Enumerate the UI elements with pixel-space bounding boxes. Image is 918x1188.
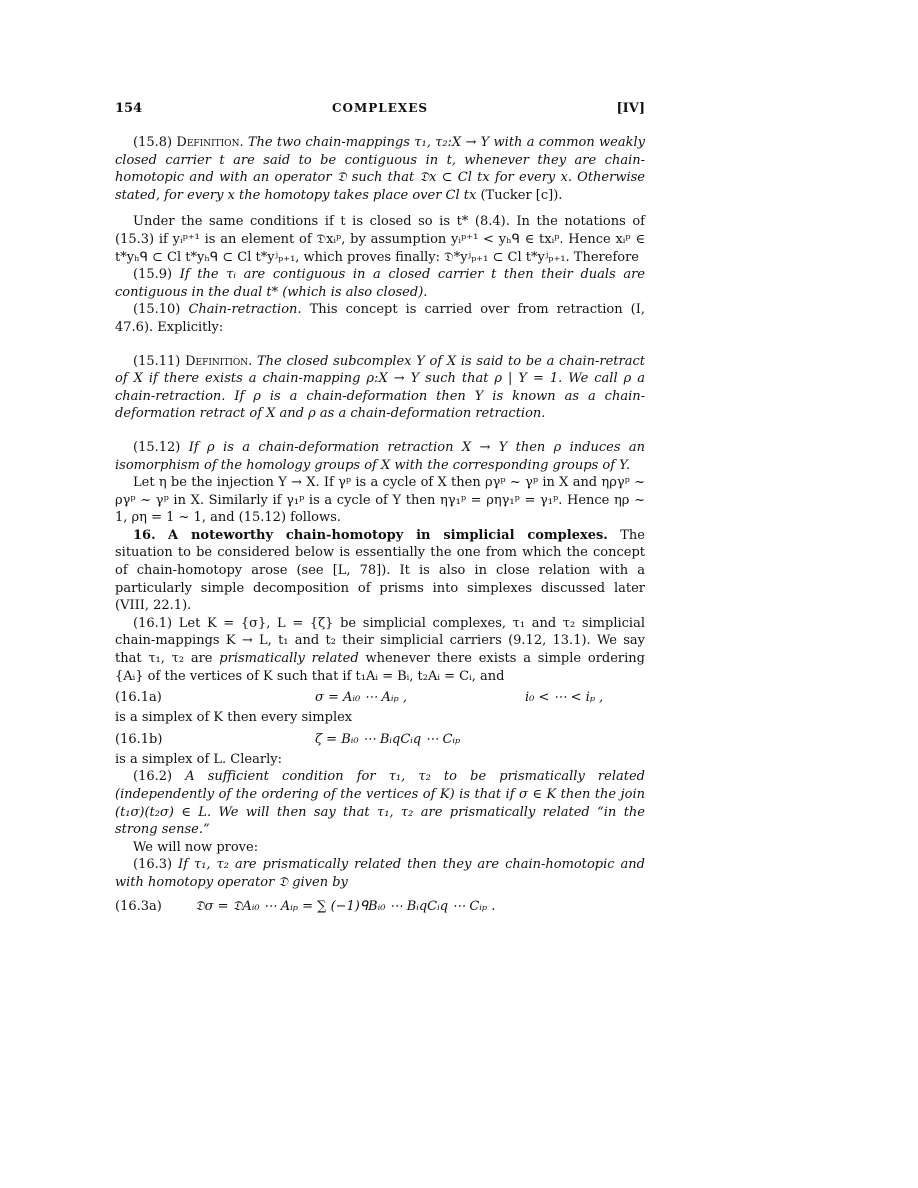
paragraph-text: (16.1) Let K = {σ}, L = {ζ} be simplicial complexes, τ₁ and τ₂ simplicial chain-mappings K → L, t₁ and t₂ their simplicial carriers (9.12, 13.1). We say that τ₁, τ₂ are <box>115 615 645 667</box>
definition-text: The closed subcomplex Y of X is said to be a chain-retract of X if there exists a chain-mapping ρ:X → Y such that ρ | Y = 1. We call ρ a chain-retraction. If ρ is a chain-deformation then Y is known as a chain-deformation retract of X and ρ as a chain-deformation retraction. <box>115 353 645 422</box>
equation-16-1b <box>115 731 645 751</box>
definition-label: Definition. <box>176 135 244 150</box>
theorem-16-2 <box>115 768 645 838</box>
item-number: (15.8) <box>133 135 173 150</box>
paragraph-text: whenever there exists a simple ordering {Aᵢ} of the vertices of K such that if t₁Aᵢ = Bᵢ, t₂Aᵢ = Cᵢ, and <box>115 651 645 684</box>
page <box>115 100 645 918</box>
item-number: (15.11) <box>133 353 181 369</box>
definition-label: Definition. <box>185 353 253 369</box>
emphasis: prismatically related <box>219 651 359 667</box>
section-label: Chain-retraction. <box>188 302 302 318</box>
theorem-text: If the τᵢ are contiguous in a closed carrier t then their duals are contiguous in the dual t* (which is also closed). <box>115 267 645 300</box>
equation-condition: i₀ < ⋯ < iₚ , <box>525 690 604 706</box>
theorem-16-3 <box>115 856 645 891</box>
equation-label: (16.1a) <box>115 690 162 706</box>
paragraph-text: is a simplex of L. Clearly: <box>115 751 282 767</box>
paragraph-text: We will now prove: <box>133 839 259 855</box>
equation-label: (16.3a) <box>115 898 162 914</box>
definition-15-8 <box>115 134 645 204</box>
citation: (Tucker [c]). <box>480 187 563 203</box>
item-number: (15.10) <box>133 302 181 318</box>
item-number: (15.12) <box>133 439 181 455</box>
equation-16-1a <box>115 689 645 709</box>
theorem-text: If ρ is a chain-deformation retraction X → Y then ρ induces an isomorphism of the homology groups of X with the corresponding groups of Y. <box>115 439 645 473</box>
item-number: (15.9) <box>133 267 173 283</box>
definition-16-1 <box>115 615 645 685</box>
item-number: (16.3) <box>133 857 173 873</box>
definition-text: The two chain-mappings τ₁, τ₂:X → Y with a common weakly closed carrier t are said to be contiguous in t, whenever they are chain-homotopic and with an operator 𝔇 such that 𝔇x ⊂ Cl tx for every x. Otherwise stated, for every x the homotopy takes place over Cl tx <box>115 135 645 203</box>
theorem-text: If τ₁, τ₂ are prismatically related then they are chain-homotopic and with homotopy operator 𝔇 given by <box>115 857 645 890</box>
equation-body: 𝔇σ = 𝔇Aᵢ₀ ⋯ Aᵢₚ = ∑ (−1)ᑫBᵢ₀ ⋯ BᵢqCᵢq ⋯ Cᵢₚ . <box>195 898 496 914</box>
equation-16-3a <box>115 898 645 918</box>
running-header <box>115 100 645 118</box>
equation-label: (16.1b) <box>115 731 163 747</box>
running-title: COMPLEXES <box>331 101 429 115</box>
page-number: 154 <box>115 101 143 116</box>
equation-body: ζ = Bᵢ₀ ⋯ BᵢqCᵢq ⋯ Cᵢₚ <box>315 731 461 747</box>
section-number: 16. <box>133 527 156 543</box>
section-text: The situation to be considered below is essentially the one from which the concept of chain-homotopy arose (see [L, 78]). It is also in close relation with a particularly simple decomposition of prisms into simplexes discussed later (VIII, 22.1). <box>115 527 645 614</box>
theorem-15-12 <box>115 439 645 474</box>
item-number: (16.2) <box>133 769 173 785</box>
paragraph-text: is a simplex of K then every simplex <box>115 710 353 726</box>
section-title: A noteworthy chain-homotopy in simplicial complexes. <box>168 527 608 543</box>
definition-15-11 <box>115 353 645 423</box>
section-15-10 <box>115 301 645 336</box>
chapter-label: [IV] <box>616 101 645 116</box>
paragraph-duals: Under the same conditions if t is closed so is t* (8.4). In the notations of (15.3) if yᵢᵖ⁺¹ is an element of 𝔇xᵢᵖ, by assumption yᵢᵖ⁺¹ < yₕᑫ ∈ txᵢᵖ. Hence xᵢᵖ ∈ t*yₕᑫ ⊂ Cl t*yₕᑫ ⊂ Cl t*yʲₚ₊₁, which proves finally: 𝔇*yʲₚ₊₁ ⊂ Cl t*yʲₚ₊₁. Therefore <box>115 214 645 265</box>
equation-body: σ = Aᵢ₀ ⋯ Aᵢₚ , <box>315 690 407 706</box>
proof-paragraph: Let η be the injection Y → X. If γᵖ is a cycle of X then ργᵖ ~ γᵖ in X and ηργᵖ ~ ργᵖ ~ γᵖ in X. Similarly if γ₁ᵖ is a cycle of Y then ηγ₁ᵖ = ρηγ₁ᵖ = γ₁ᵖ. Hence ηρ ~ 1, ρη = 1 ~ 1, and (15.12) follows. <box>115 475 645 526</box>
section-16 <box>115 527 645 615</box>
theorem-15-9 <box>115 266 645 301</box>
section-text: This concept is carried over from retraction (I, 47.6). Explicitly: <box>115 302 645 335</box>
theorem-text: A sufficient condition for τ₁, τ₂ to be prismatically related (independently of the ordering of the vertices of K) is that if σ ∈ K then the join (t₁σ)(t₂σ) ∈ L. We will then say that τ₁, τ₂ are prismatically related “in the strong sense.” <box>115 769 645 838</box>
